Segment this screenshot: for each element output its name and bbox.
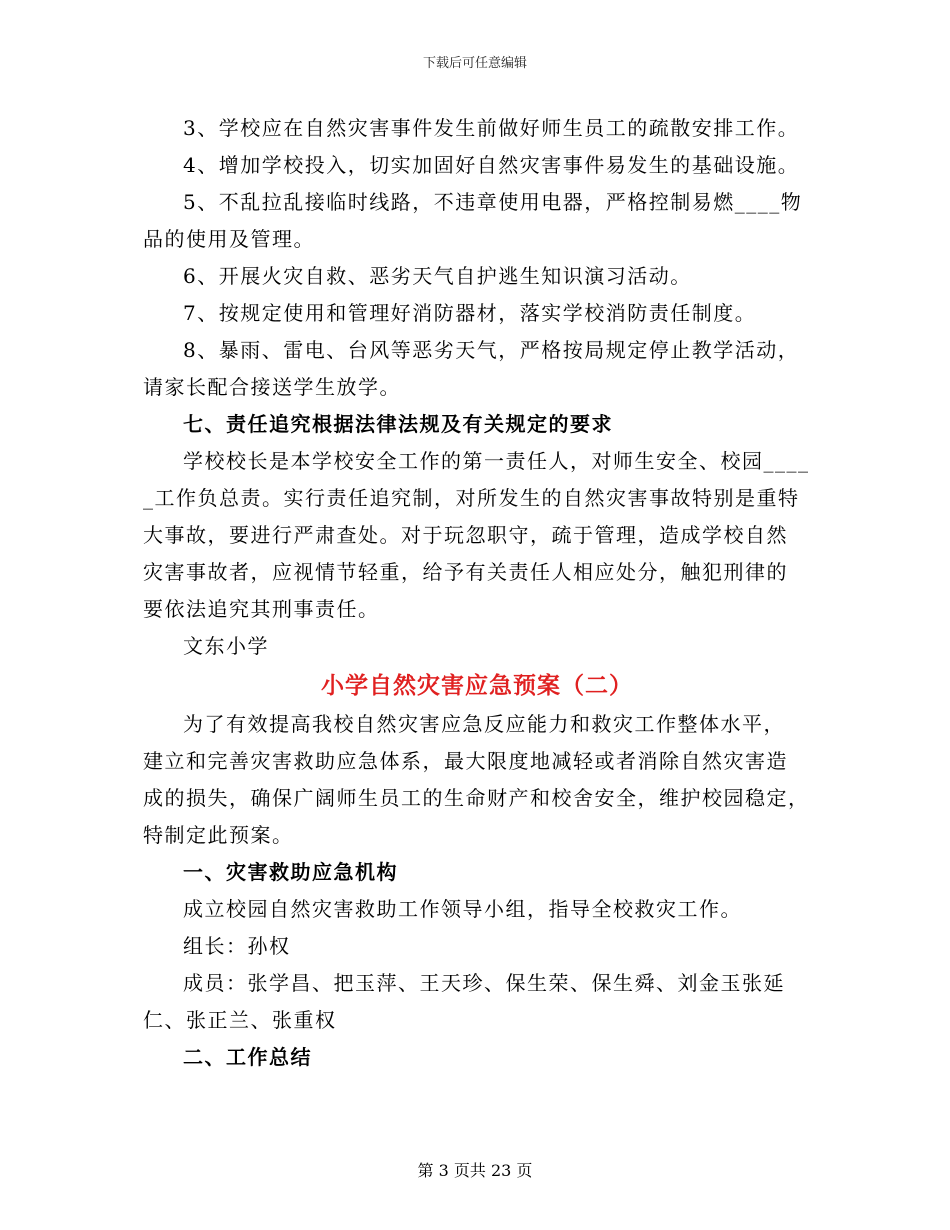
intro-line-1: 为了有效提高我校自然灾害应急反应能力和救灾工作整体水平， xyxy=(183,712,785,736)
signature: 文东小学 xyxy=(183,634,269,658)
section-7-para-line-5: 要依法追究其刑事责任。 xyxy=(143,597,380,621)
item-5-line-2: 品的使用及管理。 xyxy=(143,227,315,251)
item-4: 4、增加学校投入，切实加固好自然灾害事件易发生的基础设施。 xyxy=(183,153,800,177)
section-1-heading: 一、灾害救助应急机构 xyxy=(183,860,398,884)
page-footer: 第 3 页共 23 页 xyxy=(417,1161,533,1180)
members-line-1: 成员：张学昌、把玉萍、王天珍、保生荣、保生舜、刘金玉张延 xyxy=(183,971,785,995)
members-line-2: 仁、张正兰、张重权 xyxy=(143,1008,337,1032)
item-8-line-2: 请家长配合接送学生放学。 xyxy=(143,375,401,399)
item-6: 6、开展火灾自救、恶劣天气自护逃生知识演习活动。 xyxy=(183,264,692,288)
item-3: 3、学校应在自然灾害事件发生前做好师生员工的疏散安排工作。 xyxy=(183,116,800,140)
document-title: 小学自然灾害应急预案（二） xyxy=(321,672,633,699)
intro-line-4: 特制定此预案。 xyxy=(143,823,294,847)
section-7-para-line-2: _工作负总责。实行责任追究制，对所发生的自然灾害事故特别是重特 xyxy=(143,486,800,510)
leader-line: 组长：孙权 xyxy=(183,934,291,958)
section-1-text: 成立校园自然灾害救助工作领导小组，指导全校救灾工作。 xyxy=(183,897,742,921)
intro-line-3: 成的损失，确保广阔师生员工的生命财产和校舍安全，维护校园稳定， xyxy=(143,786,810,810)
section-2-heading: 二、工作总结 xyxy=(183,1045,312,1069)
section-7-para-line-4: 灾害事故者，应视情节轻重，给予有关责任人相应处分，触犯刑律的 xyxy=(143,560,788,584)
item-8-line-1: 8、暴雨、雷电、台风等恶劣天气，严格按局规定停止教学活动， xyxy=(183,338,800,362)
section-7-heading: 七、责任追究根据法律法规及有关规定的要求 xyxy=(183,412,613,436)
section-7-para-line-3: 大事故，要进行严肃查处。对于玩忽职守，疏于管理，造成学校自然 xyxy=(143,523,788,547)
item-7: 7、按规定使用和管理好消防器材，落实学校消防责任制度。 xyxy=(183,301,757,325)
section-7-para-line-1: 学校校长是本学校安全工作的第一责任人，对师生安全、校园____ xyxy=(183,449,810,473)
document-body xyxy=(143,110,811,1076)
page-header: 下载后可任意编辑 xyxy=(422,56,527,71)
item-5-line-1: 5、不乱拉乱接临时线路，不违章使用电器，严格控制易燃____物 xyxy=(183,190,803,214)
intro-line-2: 建立和完善灾害救助应急体系，最大限度地减轻或者消除自然灾害造 xyxy=(143,749,788,773)
